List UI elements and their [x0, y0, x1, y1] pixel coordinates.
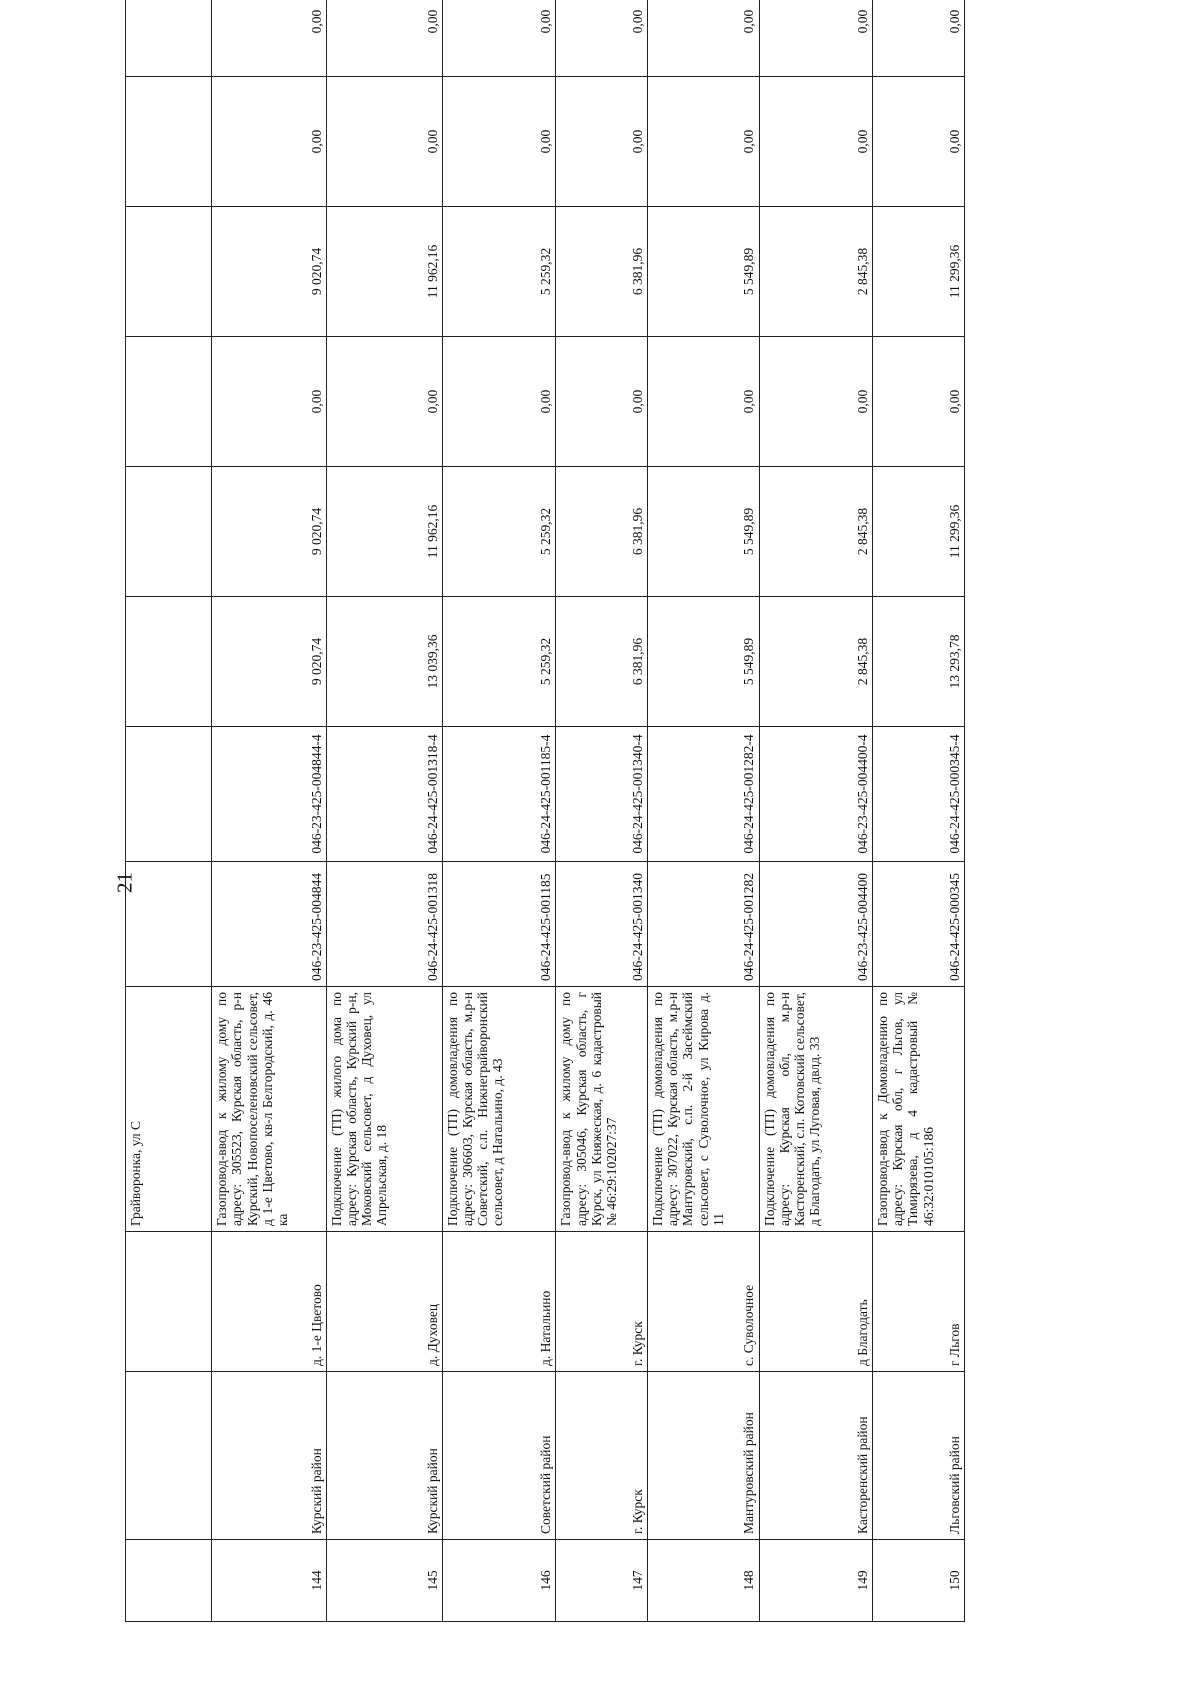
cell-code-b: 046-24-425-001318-4 [327, 727, 443, 862]
cell-description: Подключение (ТП) домовладения по адресу: 307022, Курская область, м.р-н Мантуровский, с.п. 2-й Засеймский сельсовет, с Суволочное, ул Кирова д. 11 [648, 987, 759, 1232]
cell-value-1: 2 845,38 [759, 597, 873, 727]
cell-value-3: 0,00 [327, 337, 443, 467]
page-number: 21 [112, 872, 137, 893]
rotated-table-container [125, 9, 965, 1622]
cell-district: Курский район [327, 1372, 443, 1540]
table-row [327, 0, 443, 1622]
cell-settlement: г Льгов [873, 1232, 965, 1372]
cell-value-2: 5 259,32 [442, 467, 556, 597]
cell-value-4: 9 020,74 [212, 207, 327, 337]
cell-code-b: 046-24-425-000345-4 [873, 727, 965, 862]
cell-value-4: 6 381,96 [556, 207, 648, 337]
cell-number: 150 [873, 1540, 965, 1622]
table-row [212, 0, 327, 1622]
cell-number: 146 [442, 1540, 556, 1622]
cell-code-a: 046-24-425-001282 [648, 862, 759, 987]
cell-district: Курский район [212, 1372, 327, 1540]
cell-value-5: 0,00 [648, 77, 759, 207]
cell-value-6: 0,00 [327, 0, 443, 77]
cell-district: Льговский район [873, 1372, 965, 1540]
cell-code-a: 046-24-425-000345 [873, 862, 965, 987]
cell-code-b: 046-23-425-004400-4 [759, 727, 873, 862]
table-row [556, 0, 648, 1622]
table-row [648, 0, 759, 1622]
cell-value-6: 0,00 [873, 0, 965, 77]
cell-value-6: 0,00 [648, 0, 759, 77]
cell-value-2: 11 299,36 [873, 467, 965, 597]
cell-description: Подключение (ТП) домовладения по адресу: 306603, Курская область, м.р-н Советский, с.п. Нижнеграйворонский сельсовет, д Натальино, д. 43 [442, 987, 556, 1232]
cell-code-a: 046-23-425-004844 [212, 862, 327, 987]
cell-settlement: д. Духовец [327, 1232, 443, 1372]
cell-number: 148 [648, 1540, 759, 1622]
cell-value-1: 6 381,96 [556, 597, 648, 727]
cell-settlement: с. Суволочное [648, 1232, 759, 1372]
cell-district: Мантуровский район [648, 1372, 759, 1540]
cell-description: Газопровод-ввод к жилому дому по адресу: 305523, Курская область, р-н Курский, Новопоселеновский сельсовет, д 1-е Цветово, кв-л Белгородский, д. 46 ка [212, 987, 327, 1232]
cell-settlement: д. 1-е Цветово [212, 1232, 327, 1372]
cell-value-1: 13 293,78 [873, 597, 965, 727]
cell-value-2: 5 549,89 [648, 467, 759, 597]
cell-code-a: 046-23-425-004400 [759, 862, 873, 987]
cell-value-4: 11 299,36 [873, 207, 965, 337]
cell-code-a: 046-24-425-001185 [442, 862, 556, 987]
cell-value-1: 5 259,32 [442, 597, 556, 727]
cell-code-b: 046-24-425-001185-4 [442, 727, 556, 862]
cell-code-b: 046-24-425-001340-4 [556, 727, 648, 862]
cell-value-6: 0,00 [556, 0, 648, 77]
cell-settlement: г. Курск [556, 1232, 648, 1372]
cell-value-2: 9 020,74 [212, 467, 327, 597]
cell-value-1: 9 020,74 [212, 597, 327, 727]
cell-number: 147 [556, 1540, 648, 1622]
table-row-continuation [126, 0, 212, 1622]
cell-district: Советский район [442, 1372, 556, 1540]
cell-code-b: 046-24-425-001282-4 [648, 727, 759, 862]
cell-value-4: 11 962,16 [327, 207, 443, 337]
cell-value-5: 0,00 [327, 77, 443, 207]
cell-empty [126, 1232, 212, 1372]
cell-empty [126, 862, 212, 987]
cell-value-4: 2 845,38 [759, 207, 873, 337]
cell-description: Газопровод-ввод к Домовладению по адресу: Курская обл, г Льгов, ул Тимирязева, д 4 кадастровый № 46:32:010105:186 [873, 987, 965, 1232]
table-row [759, 0, 873, 1622]
cell-description: Подключение (ТП) жилого дома по адресу: Курская область, Курский р-н, Моковский сельсовет, д Духовец, ул Апрельская, д. 18 [327, 987, 443, 1232]
cell-value-3: 0,00 [873, 337, 965, 467]
cell-value-2: 6 381,96 [556, 467, 648, 597]
cell-value-1: 13 039,36 [327, 597, 443, 727]
cell-value-2: 2 845,38 [759, 467, 873, 597]
cell-empty [126, 0, 212, 77]
cell-value-4: 5 259,32 [442, 207, 556, 337]
cell-empty [126, 1540, 212, 1622]
cell-code-b: 046-23-425-004844-4 [212, 727, 327, 862]
cell-value-3: 0,00 [759, 337, 873, 467]
cell-description: Газопровод-ввод к жилому дому по адресу: 305046, Курская область, г Курск, ул Княжеская, д. 6 кадастровый № 46:29:102027:37 [556, 987, 648, 1232]
cell-value-5: 0,00 [442, 77, 556, 207]
cell-value-6: 0,00 [442, 0, 556, 77]
table-row [873, 0, 965, 1622]
cell-empty [126, 1372, 212, 1540]
cell-value-5: 0,00 [759, 77, 873, 207]
cell-empty [126, 597, 212, 727]
cell-number: 149 [759, 1540, 873, 1622]
cell-value-1: 5 549,89 [648, 597, 759, 727]
cell-number: 145 [327, 1540, 443, 1622]
cell-settlement: д. Натальино [442, 1232, 556, 1372]
data-table [125, 0, 965, 1622]
cell-code-a: 046-24-425-001318 [327, 862, 443, 987]
cell-empty [126, 467, 212, 597]
cell-value-5: 0,00 [873, 77, 965, 207]
cell-value-3: 0,00 [212, 337, 327, 467]
cell-value-4: 5 549,89 [648, 207, 759, 337]
cell-settlement: д Благодать [759, 1232, 873, 1372]
cell-value-2: 11 962,16 [327, 467, 443, 597]
cell-value-6: 0,00 [212, 0, 327, 77]
cell-value-3: 0,00 [648, 337, 759, 467]
table-row [442, 0, 556, 1622]
cell-empty [126, 337, 212, 467]
cell-empty [126, 207, 212, 337]
cell-value-5: 0,00 [556, 77, 648, 207]
cell-address-continuation: Грайворонка, ул С [126, 987, 212, 1232]
cell-district: Касторенский район [759, 1372, 873, 1540]
cell-value-5: 0,00 [212, 77, 327, 207]
cell-value-3: 0,00 [442, 337, 556, 467]
cell-number: 144 [212, 1540, 327, 1622]
cell-value-3: 0,00 [556, 337, 648, 467]
cell-district: г. Курск [556, 1372, 648, 1540]
cell-empty [126, 77, 212, 207]
cell-empty [126, 727, 212, 862]
cell-value-6: 0,00 [759, 0, 873, 77]
cell-description: Подключение (ТП) домовладения по адресу: Курская обл, м.р-н Касторенский, с.п. Котовский сельсовет, д Благодать, ул Луговая, двлд. 33 [759, 987, 873, 1232]
cell-code-a: 046-24-425-001340 [556, 862, 648, 987]
